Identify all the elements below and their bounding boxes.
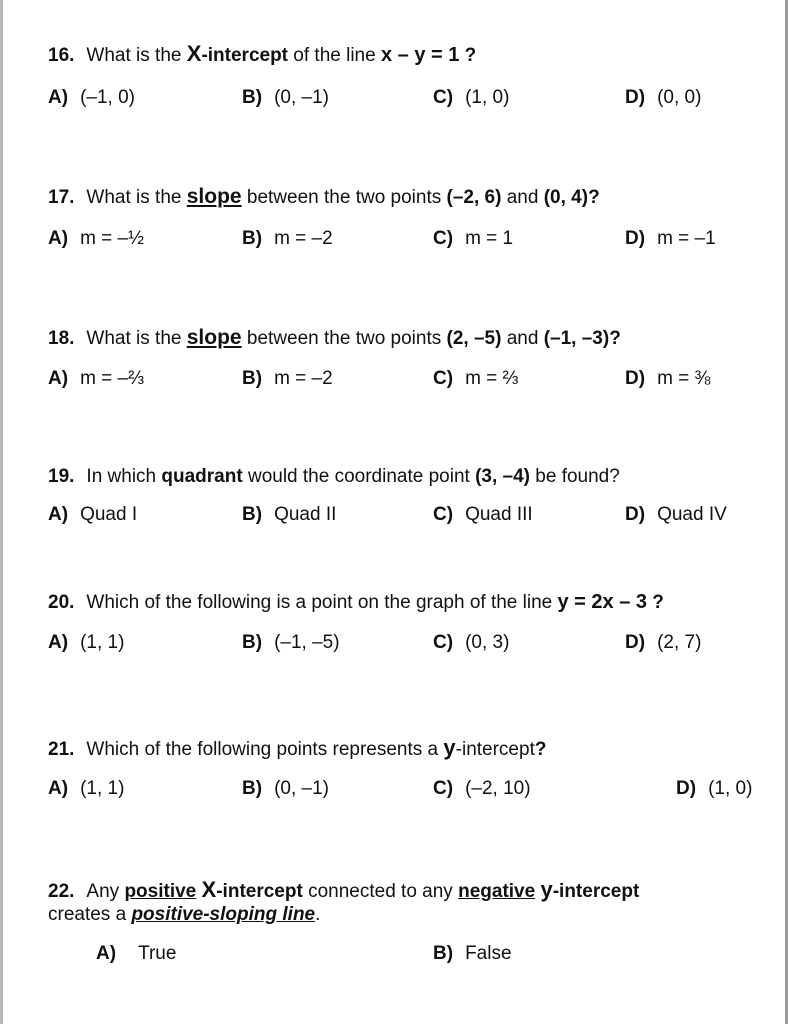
option-letter: A)	[96, 943, 117, 964]
option-letter: C)	[433, 778, 454, 799]
option-text: (0, –1)	[274, 87, 329, 108]
option-b[interactable]	[242, 503, 336, 527]
option-letter: A)	[48, 778, 69, 799]
option-text: (1, 1)	[80, 778, 125, 799]
option-letter: B)	[242, 368, 263, 389]
question-text: Which of the following is a point on the graph of the line	[86, 592, 558, 613]
question-text: In which	[86, 466, 162, 487]
option-c[interactable]	[433, 86, 509, 110]
question-end: ?	[647, 592, 664, 613]
question-end: ?	[459, 45, 477, 66]
option-text: (0, 0)	[657, 87, 702, 108]
question-number: 19.	[48, 466, 75, 487]
question-text: between the two points	[241, 328, 447, 349]
option-letter: A)	[48, 368, 69, 389]
question-text: between the two points	[241, 187, 447, 208]
question-text: would the coordinate point	[242, 466, 476, 487]
question-number: 20.	[48, 592, 75, 613]
option-d[interactable]	[625, 227, 716, 251]
question-number: 17.	[48, 187, 75, 208]
option-letter: A)	[48, 228, 69, 249]
question-end: .	[315, 904, 321, 925]
option-c[interactable]	[433, 777, 531, 801]
option-letter: B)	[242, 504, 263, 525]
key-term: quadrant	[161, 466, 243, 487]
question-text: and	[501, 328, 544, 349]
option-a[interactable]	[96, 942, 176, 966]
option-letter: D)	[625, 228, 646, 249]
question-end: ?	[609, 328, 621, 349]
question-16	[48, 42, 476, 68]
option-text: Quad IV	[657, 504, 727, 525]
option-b[interactable]	[433, 942, 512, 966]
question-number: 16.	[48, 45, 75, 66]
option-a[interactable]	[48, 777, 124, 801]
question-text: What is the	[86, 328, 187, 349]
variable-x: X	[201, 877, 217, 902]
option-text: m = –2	[274, 368, 333, 389]
equation: x – y = 1	[380, 44, 460, 66]
option-text: (–1, 0)	[80, 87, 135, 108]
option-text: (1, 0)	[708, 778, 753, 799]
option-d[interactable]	[625, 86, 701, 110]
option-d[interactable]	[625, 367, 710, 391]
question-text: Any	[86, 881, 125, 902]
option-d[interactable]	[625, 631, 701, 655]
option-letter: C)	[433, 504, 454, 525]
question-end: be found?	[530, 466, 620, 487]
key-term: slope	[186, 326, 242, 349]
option-text: m = –½	[80, 228, 144, 249]
variable-x: X	[186, 41, 202, 66]
question-22-line-2	[48, 903, 320, 927]
option-text: Quad III	[465, 504, 533, 525]
option-letter: C)	[433, 632, 454, 653]
point-1: (2, –5)	[446, 328, 502, 349]
option-letter: D)	[625, 87, 646, 108]
option-b[interactable]	[242, 86, 329, 110]
key-term: -intercept	[216, 881, 303, 902]
point-2: (–1, –3)	[543, 328, 610, 349]
question-18	[48, 326, 621, 351]
question-text: and	[501, 187, 544, 208]
option-b[interactable]	[242, 367, 333, 391]
option-text: (–1, –5)	[274, 632, 340, 653]
option-letter: B)	[242, 87, 263, 108]
option-text: (0, 3)	[465, 632, 510, 653]
option-letter: C)	[433, 228, 454, 249]
option-a[interactable]	[48, 86, 135, 110]
variable-y: y	[443, 735, 456, 760]
option-text: m = –⅔	[80, 368, 144, 389]
option-letter: A)	[48, 87, 69, 108]
option-letter: D)	[625, 632, 646, 653]
option-a[interactable]	[48, 367, 144, 391]
option-text: m = ⅔	[465, 368, 519, 389]
key-term-conclusion: positive-sloping line	[131, 904, 316, 925]
question-text: connected to any	[302, 881, 459, 902]
key-term: -intercept	[455, 739, 535, 760]
option-c[interactable]	[433, 503, 533, 527]
point-1: (–2, 6)	[446, 187, 502, 208]
option-text: Quad II	[274, 504, 337, 525]
question-text: What is the	[86, 45, 187, 66]
option-a[interactable]	[48, 631, 124, 655]
option-text: (1, 0)	[465, 87, 510, 108]
option-text: Quad I	[80, 504, 138, 525]
key-term-negative: negative	[458, 881, 536, 902]
key-term: -intercept	[552, 881, 640, 902]
option-text: True	[138, 943, 177, 964]
option-letter: B)	[242, 228, 263, 249]
option-letter: B)	[242, 632, 263, 653]
option-d[interactable]	[676, 777, 752, 801]
option-d[interactable]	[625, 503, 727, 527]
option-text: (–2, 10)	[465, 778, 531, 799]
question-20	[48, 590, 664, 615]
question-text: What is the	[86, 187, 187, 208]
option-c[interactable]	[433, 227, 513, 251]
key-term: slope	[186, 185, 242, 208]
question-end: ?	[588, 187, 600, 208]
question-text: creates a	[48, 904, 132, 925]
point-2: (0, 4)	[543, 187, 589, 208]
option-letter: A)	[48, 504, 69, 525]
option-a[interactable]	[48, 503, 137, 527]
option-b[interactable]	[242, 777, 329, 801]
option-c[interactable]	[433, 631, 509, 655]
option-b[interactable]	[242, 631, 340, 655]
option-text: (2, 7)	[657, 632, 702, 653]
variable-y: y	[540, 877, 553, 902]
option-text: m = ⅜	[657, 368, 711, 389]
option-b[interactable]	[242, 227, 333, 251]
option-text: (1, 1)	[80, 632, 125, 653]
option-letter: D)	[625, 504, 646, 525]
option-letter: C)	[433, 368, 454, 389]
question-number: 18.	[48, 328, 75, 349]
page-border-left	[0, 0, 3, 1024]
option-c[interactable]	[433, 367, 518, 391]
question-19	[48, 465, 620, 489]
option-letter: B)	[242, 778, 263, 799]
option-letter: B)	[433, 943, 454, 964]
option-text: m = 1	[465, 228, 514, 249]
option-letter: A)	[48, 632, 69, 653]
question-21	[48, 736, 546, 762]
option-text: False	[465, 943, 512, 964]
key-term: -intercept	[201, 45, 289, 66]
key-term-positive: positive	[124, 881, 197, 902]
option-letter: C)	[433, 87, 454, 108]
equation: y = 2x – 3	[557, 591, 648, 613]
point: (3, –4)	[475, 466, 530, 487]
option-letter: D)	[676, 778, 697, 799]
option-a[interactable]	[48, 227, 144, 251]
question-22	[48, 878, 639, 904]
option-text: m = –2	[274, 228, 333, 249]
question-17	[48, 185, 600, 210]
question-number: 22.	[48, 881, 75, 902]
question-end: ?	[534, 739, 547, 760]
option-text: (0, –1)	[274, 778, 329, 799]
question-number: 21.	[48, 739, 75, 760]
question-text: of the line	[288, 45, 381, 66]
option-letter: D)	[625, 368, 646, 389]
question-text: Which of the following points represents a	[86, 739, 444, 760]
option-text: m = –1	[657, 228, 716, 249]
